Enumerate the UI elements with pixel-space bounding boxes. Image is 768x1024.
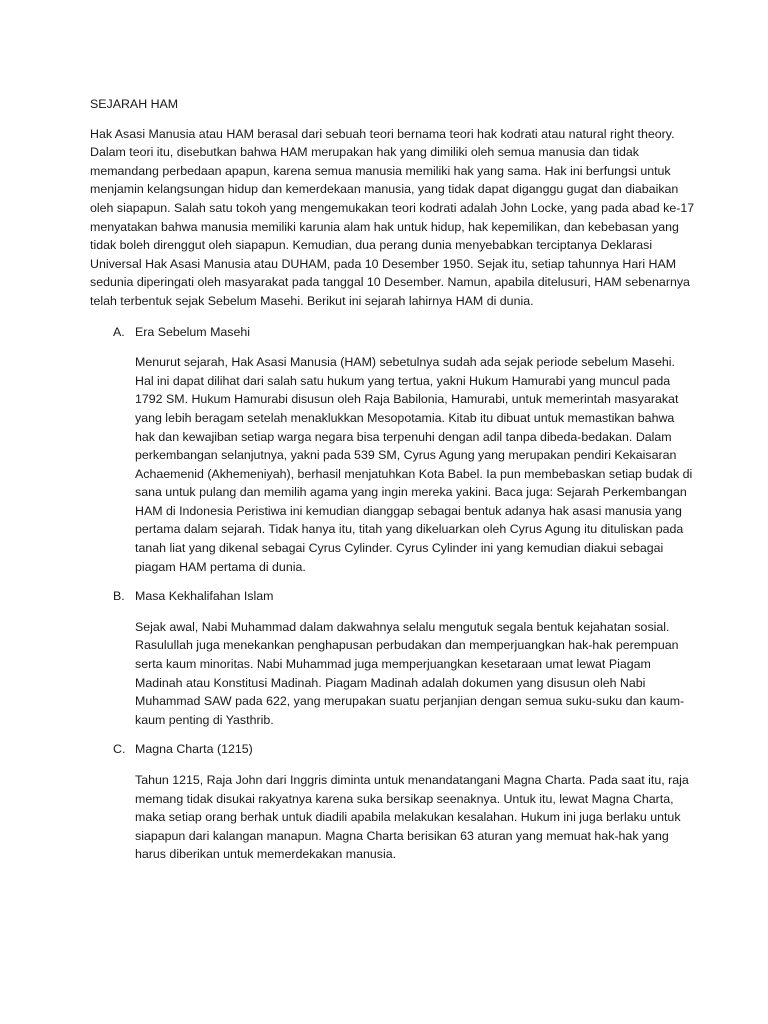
list-marker: A. [113, 324, 125, 339]
section-heading [90, 323, 696, 342]
intro-paragraph: Hak Asasi Manusia atau HAM berasal dari sebuah teori bernama teori hak kodrati atau natural right theory. Dalam teori itu, disebutkan bahwa HAM merupakan hak yang dimiliki oleh semua manusia dan tidak memandang perbedaan apapun, karena semua manusia memiliki hak yang sama. Hak ini berfungsi untuk menjamin kelangsungan hidup dan kemerdekaan manusia, yang tidak dapat diganggu gugat dan diabaikan oleh siapapun. Salah satu tokoh yang mengemukakan teori kodrati adalah John Locke, yang pada abad ke-17 menyatakan bahwa manusia memiliki karunia alam hak untuk hidup, hak kepemilikan, dan kebebasan yang tidak boleh direnggut oleh siapapun. Kemudian, dua perang dunia menyebabkan terciptanya Deklarasi Universal Hak Asasi Manusia atau DUHAM, pada 10 Desember 1950. Sejak itu, setiap tahunnya Hari HAM sedunia diperingati oleh masyarakat pada tanggal 10 Desember. Namun, apabila ditelusuri, HAM sebenarnya telah terbentuk sejak Sebelum Masehi. Berikut ini sejarah lahirnya HAM di dunia. [90, 126, 695, 308]
section-a [90, 323, 696, 577]
document-title: SEJARAH HAM [90, 97, 179, 111]
section-heading-text: Masa Kekhalifahan Islam [135, 589, 274, 604]
section-paragraph: Menurut sejarah, Hak Asasi Manusia (HAM) sebetulnya sudah ada sejak periode sebelum Masehi. Hal ini dapat dilihat dari salah satu hukum yang tertua, yakni Hukum Hamurabi yang muncul pada 1792 SM. Hukum Hamurabi disusun oleh Raja Babilonia, Hamurabi, untuk memerintah masyarakat yang lebih beragam setelah menaklukkan Mesopotamia. Kitab itu dibuat untuk memastikan bahwa hak dan kewajiban setiap warga negara bisa terpenuhi dengan adil tanpa dibeda-bedakan. Dalam perkembangan selanjutnya, yakni pada 539 SM, Cyrus Agung yang merupakan pendiri Kekaisaran Achaemenid (Akhemeniyah), berhasil menjatuhkan Kota Babel. Ia pun membebaskan setiap budak di sana untuk pulang dan memilih agama yang ingin mereka yakini. Baca juga: Sejarah Perkembangan HAM di Indonesia Peristiwa ini kemudian dianggap sebagai bentuk adanya hak asasi manusia yang pertama dalam sejarah. Tidak hanya itu, titah yang dikeluarkan oleh Cyrus Agung itu dituliskan pada tanah liat yang dikenal sebagai Cyrus Cylinder. Cyrus Cylinder ini yang kemudian diakui sebagai piagam HAM pertama di dunia. [135, 355, 693, 574]
list-marker: C. [113, 742, 126, 757]
section-paragraph: Tahun 1215, Raja John dari Inggris diminta untuk menandatangani Magna Charta. Pada saat itu, raja memang tidak disukai rakyatnya karena suka bersikap seenaknya. Untuk itu, lewat Magna Charta, maka setiap orang berhak untuk diadili apabila melakukan kesalahan. Hukum ini juga berlaku untuk siapapun dari kalangan manapun. Magna Charta berisikan 63 aturan yang memuat hak-hak yang harus diberikan untuk memerdekakan manusia. [135, 773, 689, 862]
list-marker: B. [113, 589, 125, 604]
section-heading-text: Magna Charta (1215) [135, 742, 253, 757]
section-heading-text: Era Sebelum Masehi [135, 324, 251, 339]
section-heading [90, 740, 696, 759]
section-b [90, 587, 696, 729]
section-heading [90, 587, 696, 606]
section-paragraph: Sejak awal, Nabi Muhammad dalam dakwahnya selalu mengutuk segala bentuk kejahatan sosial. Rasulullah juga menekankan penghapusan perbudakan dan memperjuangkan hak-hak perempuan serta kaum minoritas. Nabi Muhammad juga memperjuangkan kesetaraan umat lewat Piagam Madinah atau Konstitusi Madinah. Piagam Madinah adalah dokumen yang disusun oleh Nabi Muhammad SAW pada 622, yang merupakan suatu perjanjian dengan semua suku-suku dan kaum-kaum penting di Yasthrib. [135, 619, 685, 727]
section-c [90, 740, 696, 864]
